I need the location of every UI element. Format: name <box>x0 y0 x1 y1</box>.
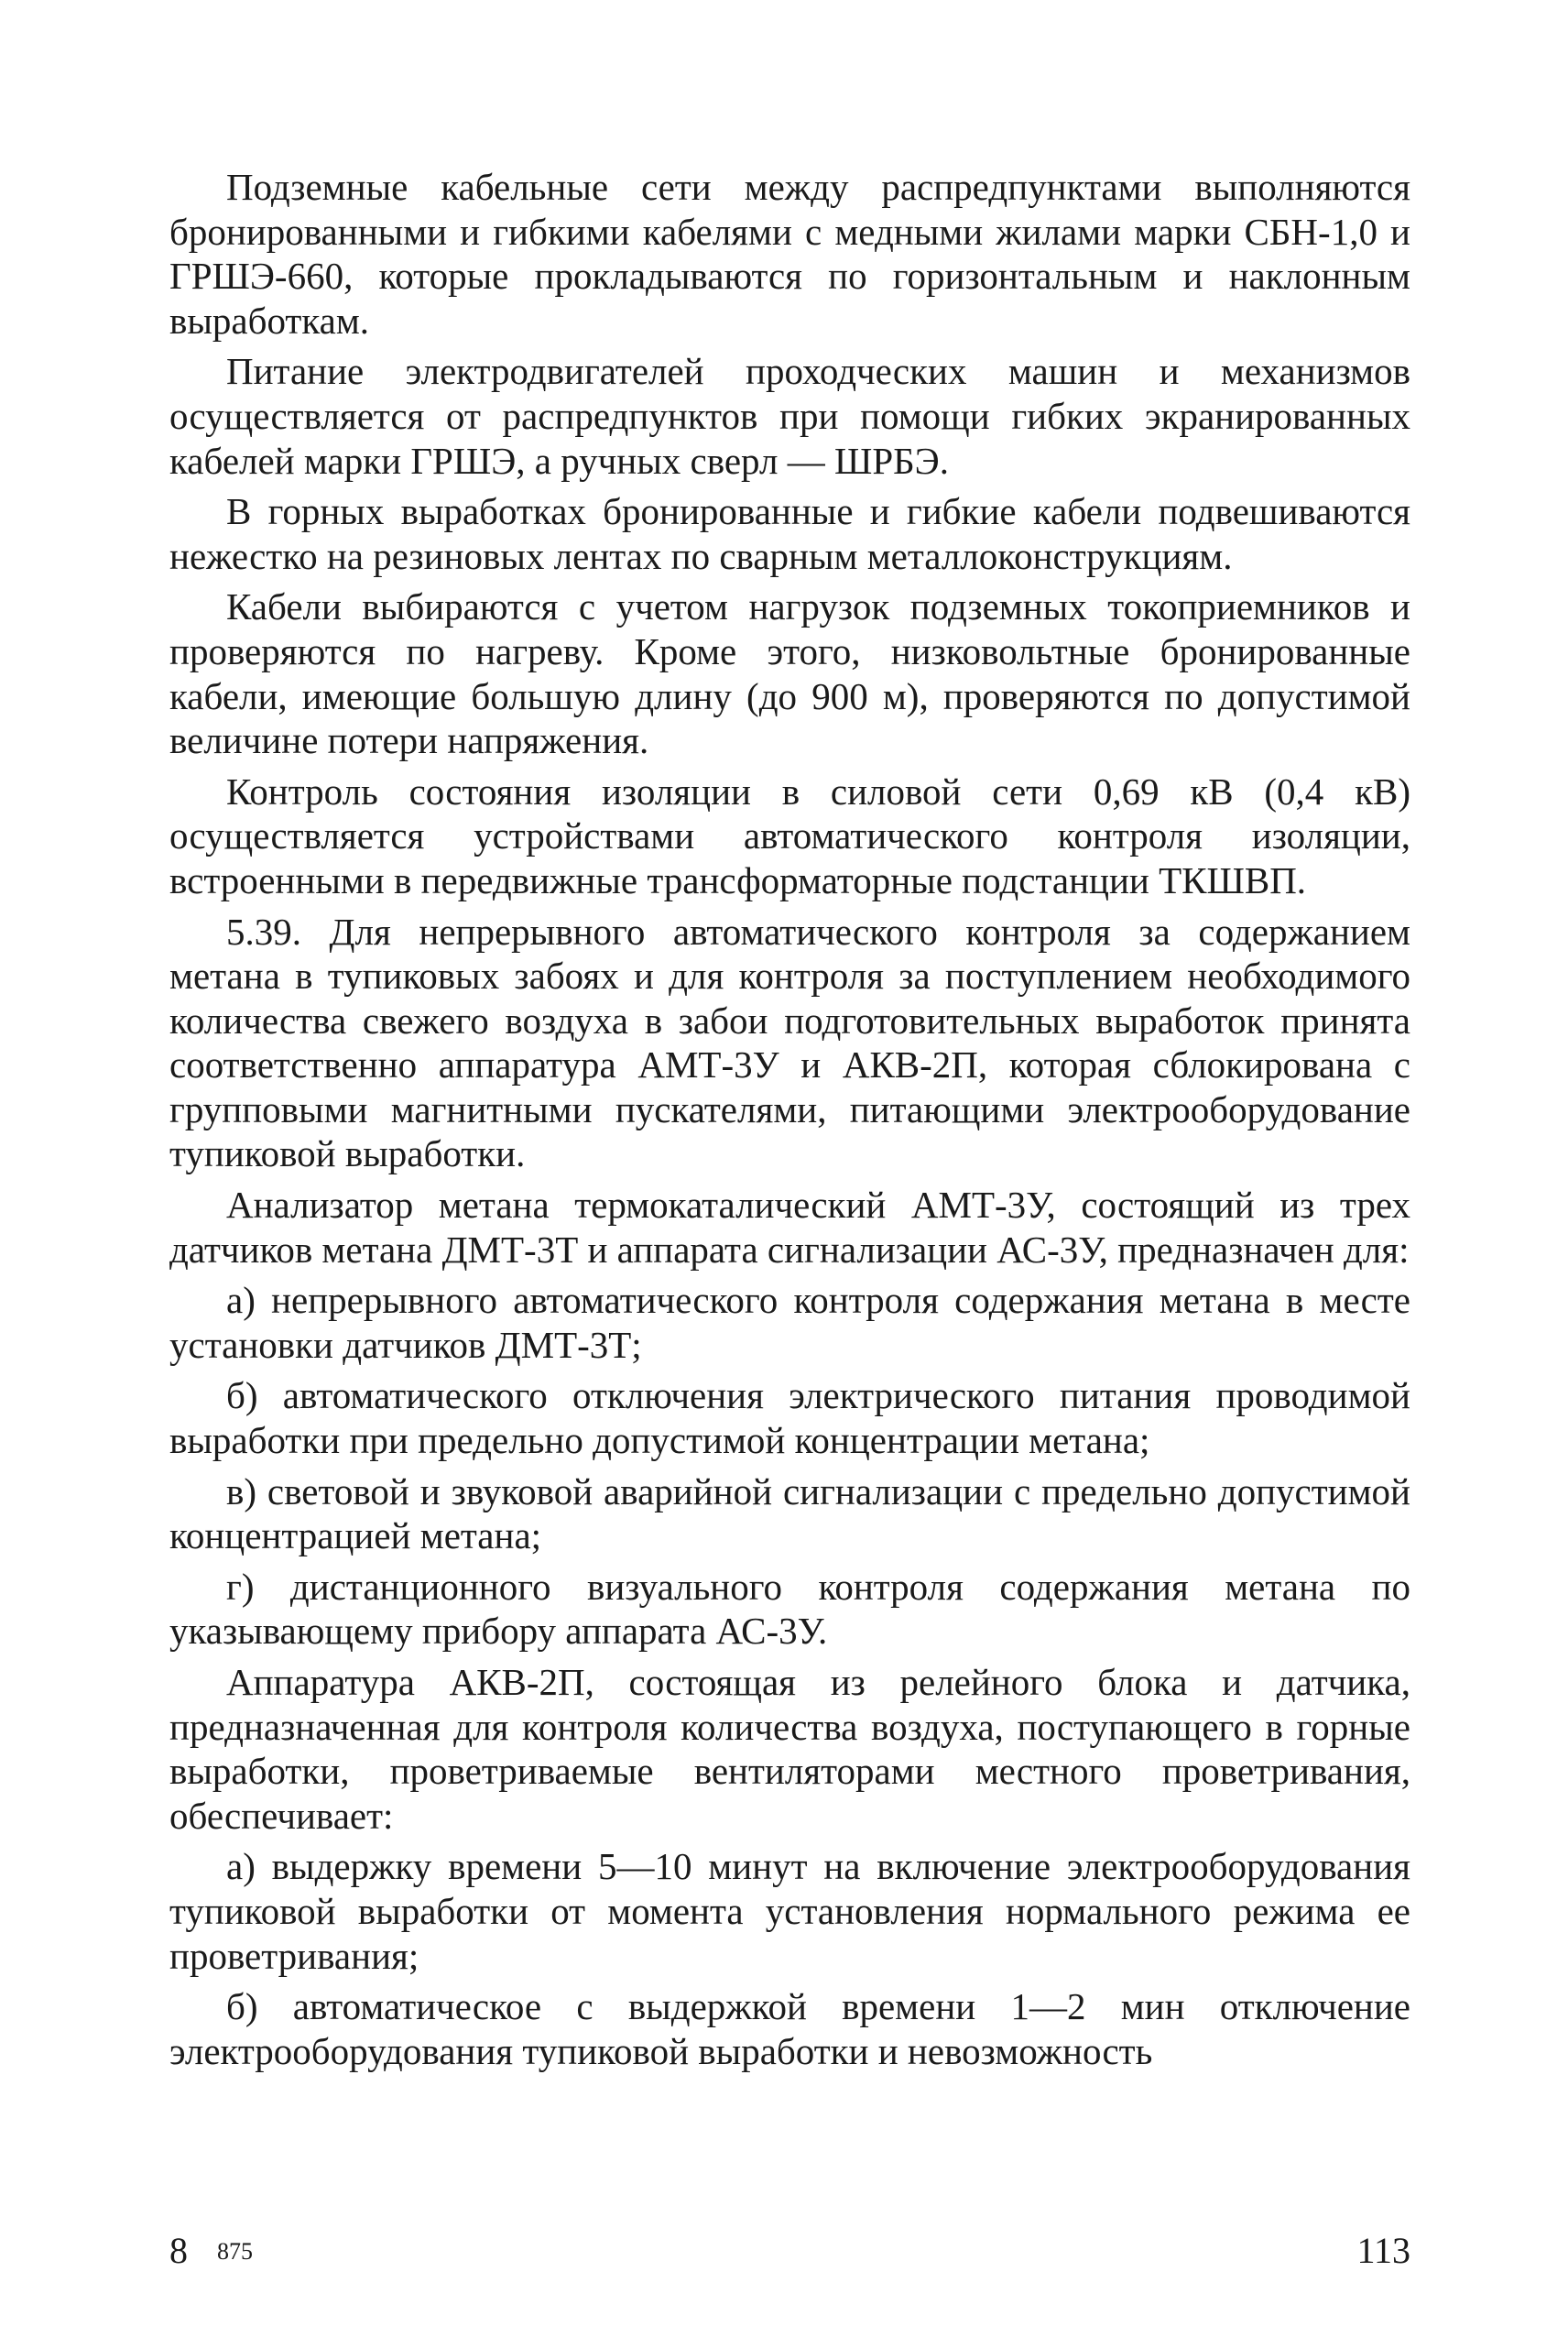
paragraph-5: Контроль состояния изоляции в силовой сети 0,69 кВ (0,4 кВ) осуществляется устройствами автоматического контроля изоляции, встроенными в передвижные трансформаторные подстанции ТКШВП. <box>169 770 1410 901</box>
paragraph-3: В горных выработках бронированные и гибкие кабели подвешиваются нежестко на резиновых лентах по сварным металлоконструкциям. <box>169 490 1410 577</box>
list-item-a-2: а) выдержку времени 5—10 минут на включение электрооборудования тупиковой выработки от момента установления нормального режима ее проветривания; <box>169 1845 1410 1977</box>
list-item-v-1: в) световой и звуковой аварийной сигнализации с предельно допустимой концентрацией метана; <box>169 1469 1410 1557</box>
paragraph-1: Подземные кабельные сети между распредпунктами выполняются бронированными и гибкими кабелями с медными жилами марки СБН-1,0 и ГРШЭ-660, которые прокладываются по горизонтальным и наклонным выработкам. <box>169 166 1410 342</box>
list-item-g-1: г) дистанционного визуального контроля содержания метана по указывающему прибору аппарата АС-3У. <box>169 1565 1410 1653</box>
paragraph-2: Питание электродвигателей проходческих машин и механизмов осуществляется от распредпунктов при помощи гибких экранированных кабелей марки ГРШЭ, а ручных сверл — ШРБЭ. <box>169 350 1410 482</box>
signature-number: 8 <box>169 2230 188 2271</box>
page-footer <box>169 2229 1410 2275</box>
list-item-a-1: а) непрерывного автоматического контроля содержания метана в месте установки датчиков ДМТ-3Т; <box>169 1279 1410 1366</box>
page-number: 113 <box>1356 2230 1410 2271</box>
paragraph-4: Кабели выбираются с учетом нагрузок подземных токоприемников и проверяются по нагреву. Кроме этого, низковольтные бронированные кабели, имеющие большую длину (до 900 м), проверяются по допустимой величине потери напряжения. <box>169 585 1410 762</box>
paragraph-6: 5.39. Для непрерывного автоматического контроля за содержанием метана в тупиковых забоях и для контроля за поступлением необходимого количества свежего воздуха в забои подготовительных выработок принята соответственно аппаратура АМТ-3У и АКВ-2П, которая сблокирована с групповыми магнитными пускателями, питающими электрооборудование тупиковой выработки. <box>169 910 1410 1175</box>
paragraph-8: Аппаратура АКВ-2П, состоящая из релейного блока и датчика, предназначенная для контроля количества воздуха, поступающего в горные выработки, проветриваемые вентиляторами местного проветривания, обеспечивает: <box>169 1661 1410 1837</box>
list-item-b-1: б) автоматического отключения электрического питания проводимой выработки при предельно допустимой концентрации метана; <box>169 1374 1410 1462</box>
list-item-b-2: б) автоматическое с выдержкой времени 1—2 мин отключение электрооборудования тупиковой выработки и невозможность <box>169 1985 1410 2072</box>
signature-code: 875 <box>217 2238 253 2265</box>
paragraph-7: Анализатор метана термокаталический АМТ-3У, состоящий из трех датчиков метана ДМТ-3Т и аппарата сигнализации АС-3У, предназначен для: <box>169 1184 1410 1271</box>
page-text <box>169 165 1410 2080</box>
